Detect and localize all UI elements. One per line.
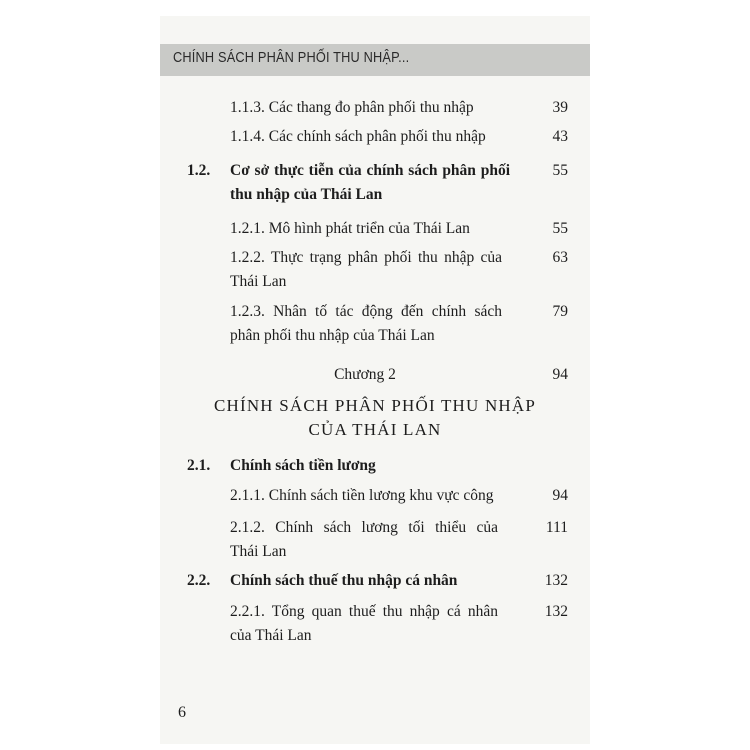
toc-entry-1-2-3-line1: 1.2.3. Nhân tố tác động đến chính sách [230, 303, 502, 320]
toc-section-2-1-label: Chính sách tiền lương [230, 457, 376, 474]
toc-section-2-2-page: 132 [544, 572, 568, 589]
chapter-title-line1: CHÍNH SÁCH PHÂN PHỐI THU NHẬP [213, 396, 537, 415]
toc-entry-2-1-2-line2: Thái Lan [230, 543, 287, 560]
toc-section-1-2-page: 55 [552, 162, 568, 179]
toc-entry-2-1-2-line1: 2.1.2. Chính sách lương tối thiểu của [230, 519, 498, 536]
toc-entry-2-1-1-page: 94 [552, 487, 568, 504]
toc-entry-1-2-2-line1: 1.2.2. Thực trạng phân phối thu nhập của [230, 249, 502, 266]
toc-entry-1-2-1-label: 1.2.1. Mô hình phát triển của Thái Lan [230, 220, 470, 237]
toc-section-1-2-line2: thu nhập của Thái Lan [230, 186, 383, 203]
toc-entry-1-2-1-page: 55 [552, 220, 568, 237]
toc-section-1-2-line1: Cơ sở thực tiễn của chính sách phân phối [230, 162, 510, 179]
book-page [160, 16, 590, 744]
toc-section-2-1-number: 2.1. [187, 457, 211, 474]
toc-entry-1-2-2-page: 63 [552, 249, 568, 266]
toc-entry-1-1-3-page: 39 [552, 99, 568, 116]
page-number: 6 [178, 704, 186, 721]
running-header [160, 44, 590, 76]
toc-section-2-2-label: Chính sách thuế thu nhập cá nhân [230, 572, 458, 589]
running-header-title: CHÍNH SÁCH PHÂN PHỐI THU NHẬP... [173, 50, 410, 66]
toc-entry-2-2-1-page: 132 [544, 603, 568, 620]
toc-entry-2-2-1-line2: của Thái Lan [230, 627, 312, 644]
toc-entry-1-1-4-label: 1.1.4. Các chính sách phân phối thu nhập [230, 128, 486, 145]
chapter-label: Chương 2 [334, 366, 396, 383]
toc-entry-1-1-3-label: 1.1.3. Các thang đo phân phối thu nhập [230, 99, 474, 116]
toc-entry-2-1-1-label: 2.1.1. Chính sách tiền lương khu vực công [230, 487, 494, 504]
toc-section-2-2-number: 2.2. [187, 572, 211, 589]
chapter-page: 94 [552, 366, 568, 383]
toc-section-1-2-number: 1.2. [187, 162, 211, 179]
toc-entry-1-2-2-line2: Thái Lan [230, 273, 287, 290]
chapter-title-line2: CỦA THÁI LAN [308, 420, 442, 439]
toc-entry-1-1-4-page: 43 [552, 128, 568, 145]
toc-entry-2-2-1-line1: 2.2.1. Tổng quan thuế thu nhập cá nhân [230, 603, 498, 620]
toc-entry-2-1-2-page: 111 [545, 519, 568, 536]
toc-entry-1-2-3-page: 79 [552, 303, 568, 320]
toc-entry-1-2-3-line2: phân phối thu nhập của Thái Lan [230, 327, 435, 344]
